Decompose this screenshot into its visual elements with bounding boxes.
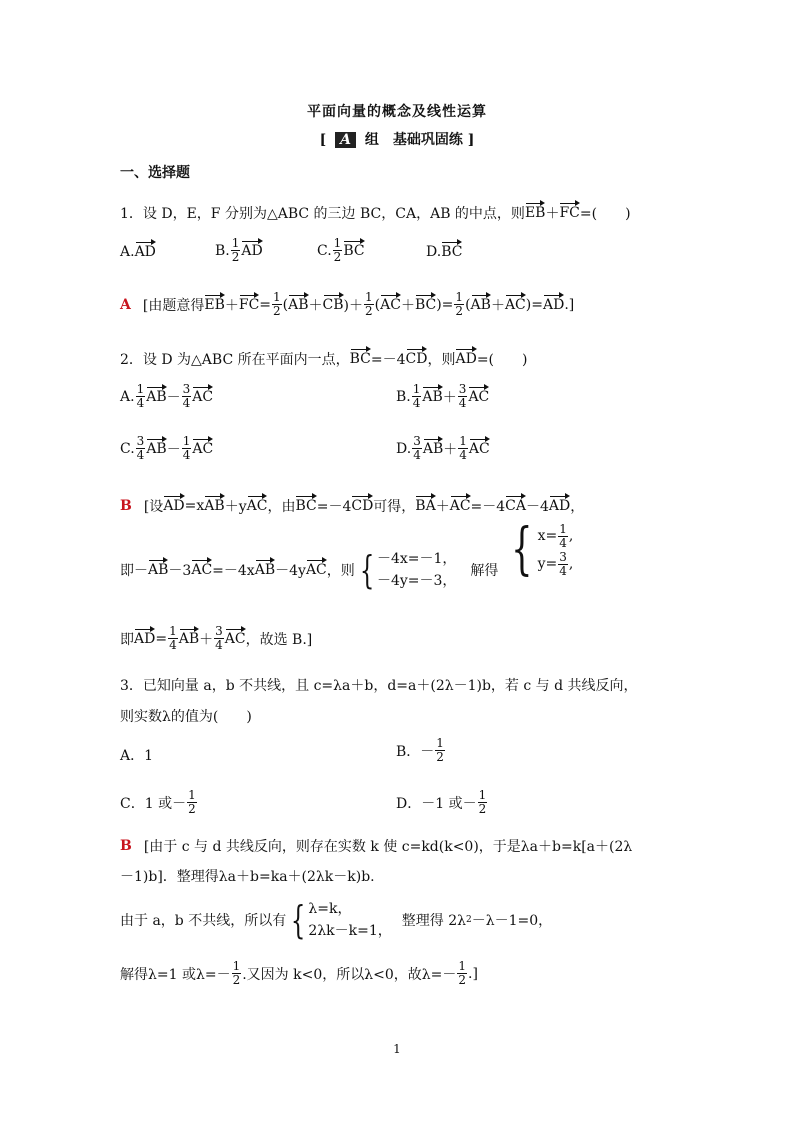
fraction-1-4: 1 4 (182, 434, 191, 462)
option-label: A. (120, 244, 135, 260)
question-2-mid2: ，则 (427, 352, 456, 368)
fraction-3-4: 3 4 (215, 624, 223, 652)
expl-text: [设 (143, 499, 164, 515)
vector-bc: BC (349, 351, 371, 367)
vector-ba: BA (415, 498, 436, 514)
left-brace: { (511, 517, 533, 582)
expl-text: －4 (526, 499, 549, 515)
question-1-option-d (426, 244, 462, 260)
expl-text: ， (570, 499, 585, 515)
vector-ac: AC (192, 440, 214, 457)
option-label: D. (396, 440, 412, 457)
expl-text: －3 (168, 563, 192, 579)
solution-system: { x= $\frac{1}{4}$ , y= $\frac{3}{4}$ , (511, 517, 574, 582)
left-brace: { (359, 548, 375, 592)
section-heading: 一、选择题 (120, 165, 190, 181)
vector-ab: AB (422, 388, 443, 405)
vector-ac: AC (305, 562, 327, 578)
vector-ca: CA (505, 498, 526, 514)
option-label: C．1 或－ (120, 795, 187, 812)
question-3-explanation-line-4 (120, 960, 478, 987)
vector-ac: AC (380, 296, 401, 313)
expl-text: [由于 c 与 d 共线反向，则存在实数 k 使 c=kd(k<0)，于是λa＋b=k[a＋(2λ (143, 839, 633, 855)
question-3-explanation-line-3 (120, 898, 552, 942)
equation-system (355, 548, 457, 592)
vector-ab: AB (178, 630, 200, 647)
vector-ac: AC (468, 440, 490, 457)
vector-cb: CB (322, 296, 344, 313)
option-label: D. (426, 244, 442, 260)
question-2-option-a: A. 1 4 AB － 3 4 AC (120, 382, 214, 410)
option-label: A. (120, 388, 135, 405)
fraction-3-4: 3 4 (182, 382, 191, 410)
question-2-tail: =( ) (476, 352, 528, 368)
question-1-option-b (215, 237, 263, 264)
fraction-1-4: 1 4 (136, 382, 145, 410)
question-2-option-c: C. 3 4 AB － 1 4 AC (120, 434, 214, 462)
vector-ab: AB (254, 562, 276, 578)
fraction-1-2: 1 2 (231, 236, 240, 264)
expl-text: 可得， (373, 499, 416, 515)
question-2-option-d: D. 3 4 AB ＋ 1 4 AC (396, 434, 490, 462)
question-1: 1．设 D，E，F 分别为△ABC 的三边 BC，CA，AB 的中点，则 EB ＋ FC =( ) (120, 205, 631, 222)
equation-line: －4x=－1， (376, 551, 457, 567)
option-label: C. (317, 242, 332, 259)
question-3-line-2: 则实数λ的值为( ) (120, 709, 252, 725)
vector-ac: AC (224, 630, 246, 647)
fraction-1-2: 1 2 (333, 236, 342, 264)
fraction-1-4: 1 4 (412, 382, 421, 410)
option-label: C. (120, 440, 135, 457)
fraction-1-2: 1 2 (478, 788, 487, 816)
vector-ac: AC (191, 562, 213, 578)
fraction-1-2: 1 2 (455, 290, 464, 318)
vector-ac: AC (246, 498, 268, 514)
expl-text: = (155, 630, 168, 647)
expl-text: .又因为 k<0，所以λ<0，故λ=－ (242, 966, 457, 983)
expl-text: 整理得 2λ (401, 913, 467, 929)
expl-text: －4y (275, 563, 306, 579)
expl-text: =－4x (212, 563, 255, 579)
expl-text: ＋ (435, 499, 450, 515)
vector-cd: CD (405, 351, 428, 367)
vector-ab: AB (288, 296, 309, 313)
answer-marker: A (120, 296, 131, 313)
option-label: B. (396, 388, 411, 405)
explanation-prefix: [由题意得 (142, 297, 205, 314)
vector-ad: AD (134, 244, 156, 260)
option-label: B．－ (396, 743, 435, 760)
fraction-1-2: 1 2 (365, 290, 373, 318)
superscript: 2 (466, 915, 472, 925)
equation-line: λ=k， (308, 901, 352, 917)
answer-marker: B (120, 838, 132, 854)
vector-fc: FC (238, 296, 260, 313)
expl-text: ，故选 B.] (245, 631, 313, 648)
fraction-1-2: 1 2 (273, 290, 281, 318)
vector-ad: AD (542, 296, 565, 313)
vector-ab: AB (204, 498, 225, 514)
option-label: D．－1 或－ (396, 795, 477, 812)
equation-system (286, 898, 392, 942)
question-1-option-a (120, 244, 156, 260)
vector-ac: AC (449, 498, 471, 514)
vector-ab: AB (470, 296, 491, 313)
expl-text: =－4 (470, 499, 506, 515)
option-label: B. (215, 242, 230, 259)
equation-line: y= (537, 556, 558, 572)
question-1-explanation: A [由题意得 EB ＋ FC = 1 2 ( AB ＋ CB )＋ 1 2 ( AC ＋ BC )= 1 2 ( AB ＋ AC )= AD .] (120, 290, 575, 318)
vector-bc: BC (414, 296, 437, 313)
expl-text: =x (184, 498, 205, 514)
vector-ad: AD (241, 242, 263, 259)
expl-text: ＋ (199, 631, 214, 648)
vector-ab: AB (422, 440, 444, 457)
vector-ab: AB (146, 388, 167, 405)
fraction-1-2: 1 2 (436, 736, 444, 764)
question-1-tail: =( ) (579, 206, 631, 222)
vector-bc: BC (295, 498, 317, 514)
fraction-3-4: 3 4 (136, 434, 145, 462)
question-2-explanation-line-3 (120, 625, 312, 652)
question-3-line-1: 3．已知向量 a，b 不共线，且 c=λa＋b，d=a＋(2λ－1)b，若 c 与 d 共线反向， (120, 678, 638, 694)
expl-text: 解得λ=1 或λ=－ (120, 966, 231, 983)
vector-eb: EB (204, 296, 225, 313)
vector-ab: AB (146, 440, 167, 457)
equation-line: x= (537, 528, 558, 544)
bracket-left: [ (319, 132, 327, 148)
answer-marker: B (120, 498, 132, 514)
fraction-1-2: 1 2 (458, 959, 466, 987)
question-3-explanation-line-1 (120, 836, 632, 856)
fraction-1-2: 1 2 (188, 788, 196, 816)
fraction-1-4: $\frac{1}{4}$ (559, 521, 567, 550)
vector-ad: AD (548, 498, 571, 514)
page-number: 1 (393, 1042, 401, 1056)
question-2 (120, 349, 527, 369)
group-heading (0, 129, 794, 149)
expl-text: 由于 a，b 不共线，所以有 (120, 913, 287, 929)
fraction-1-2: 1 2 (232, 959, 241, 987)
question-3-option-b (396, 737, 446, 764)
fraction-3-4: 3 4 (413, 434, 421, 462)
question-2-explanation-line-1 (120, 496, 584, 516)
question-2-mid: =－4 (370, 352, 406, 368)
question-3-explanation-line-2: －1)b]．整理得λa＋b=ka＋(2λk－k)b. (120, 869, 375, 885)
expl-text: =－4 (316, 499, 352, 515)
equation-line: 2λk－k=1， (308, 923, 392, 939)
question-3-option-d (396, 789, 488, 816)
fraction-3-4: 3 4 (458, 382, 467, 410)
question-2-explanation-line-2 (120, 548, 498, 592)
vector-bc: BC (343, 242, 365, 259)
page-title: 平面向量的概念及线性运算 (307, 104, 487, 120)
question-2-option-b: B. 1 4 AB ＋ 3 4 AC (396, 382, 490, 410)
fraction-3-4: $\frac{3}{4}$ (559, 549, 567, 578)
expl-text: 解得 (470, 563, 499, 579)
question-2-text: 2．设 D 为△ABC 所在平面内一点， (120, 352, 350, 368)
vector-fc: FC (559, 205, 580, 221)
expl-text: －λ－1=0， (471, 913, 553, 929)
question-3-option-a: A．1 (120, 748, 154, 764)
left-brace: { (291, 898, 306, 942)
fraction-1-4: $\frac{1}{4}$ (169, 624, 177, 652)
vector-cd: CD (351, 498, 374, 514)
vector-bc: BC (441, 244, 463, 260)
equation-line: －4y=－3， (376, 573, 457, 589)
vector-ac: AC (192, 388, 214, 405)
bracket-right: ] (467, 132, 475, 148)
vector-ad: AD (163, 498, 185, 514)
vector-ac: AC (468, 388, 490, 405)
expl-text: 即 (120, 631, 134, 648)
question-3-option-c (120, 789, 198, 816)
expl-text: 即－ (120, 563, 148, 579)
expl-text: ，则 (326, 563, 355, 579)
expl-text: ，由 (267, 499, 296, 515)
vector-ab: AB (148, 562, 169, 578)
vector-ad: AD (134, 630, 156, 647)
expl-text: .] (468, 965, 478, 982)
vector-ac: AC (504, 296, 526, 313)
vector-eb: EB (524, 205, 546, 221)
expl-text: ＋y (224, 499, 247, 515)
group-letter-badge: A (335, 132, 356, 148)
question-1-option-c (317, 237, 365, 264)
question-1-text: 1．设 D，E，F 分别为△ABC 的三边 BC，CA，AB 的中点，则 (120, 206, 525, 222)
fraction-1-4: 1 4 (459, 434, 467, 462)
group-label: 组 基础巩固练 (364, 132, 463, 148)
vector-ad: AD (455, 351, 477, 367)
